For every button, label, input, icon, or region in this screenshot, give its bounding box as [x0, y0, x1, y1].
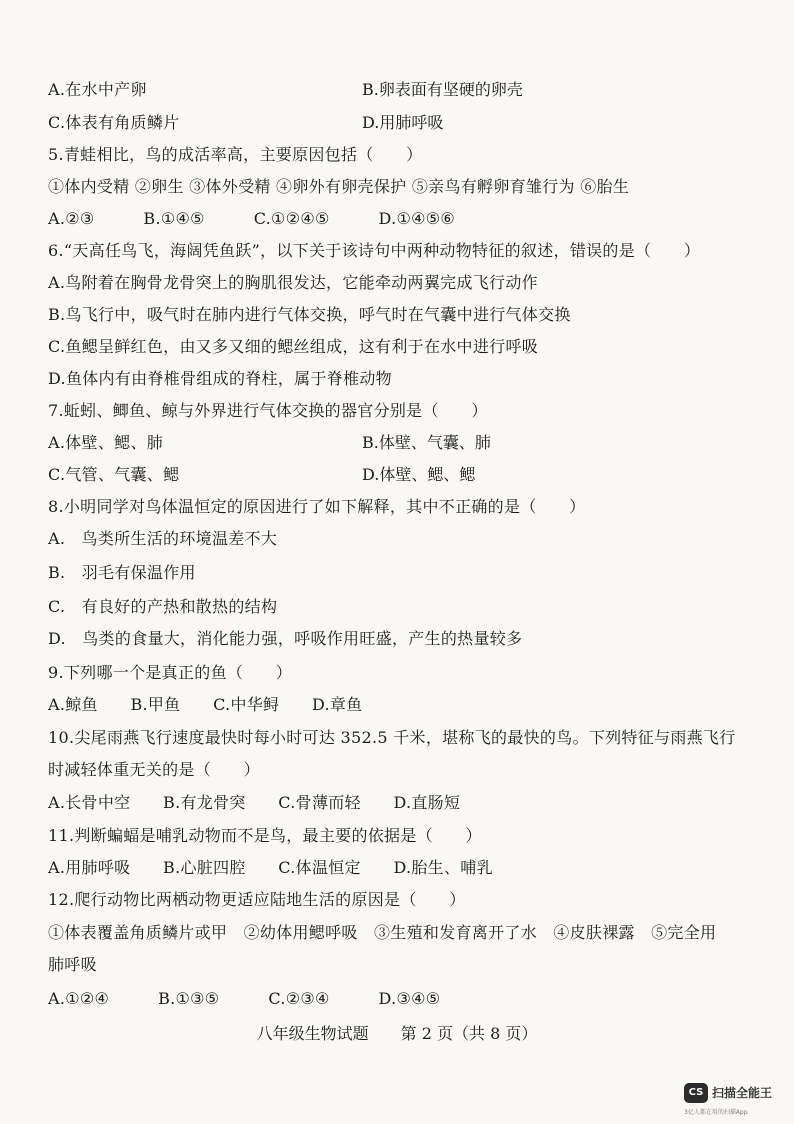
q4-option-a: A.在水中产卵 [48, 80, 147, 99]
q6-option-c: C.鱼鳃呈鲜红色，由又多又细的鳃丝组成，这有利于在水中进行呼吸 [48, 337, 539, 356]
q8-stem: 8.小明同学对鸟体温恒定的原因进行了如下解释，其中不正确的是（ ） [48, 497, 586, 516]
q12-stem: 12.爬行动物比两栖动物更适应陆地生活的原因是（ ） [48, 890, 466, 909]
q7-option-a: A.体壁、鳃、肺 [48, 433, 164, 452]
q11-stem: 11.判断蝙蝠是哺乳动物而不是鸟，最主要的依据是（ ） [48, 826, 482, 845]
scanner-logo-icon: CS [684, 1083, 708, 1103]
q6-stem: 6.“天高任鸟飞，海阔凭鱼跃”，以下关于该诗句中两种动物特征的叙述，错误的是（ ） [48, 241, 701, 260]
q12-options: A.①②④ B.①③⑤ C.②③④ D.③④⑤ [48, 989, 441, 1008]
q5-stem: 5.青蛙相比，鸟的成活率高，主要原因包括（ ） [48, 145, 423, 164]
q7-stem: 7.蚯蚓、鲫鱼、鲸与外界进行气体交换的器官分别是（ ） [48, 401, 488, 420]
q7-option-c: C.气管、气囊、鳃 [48, 465, 180, 484]
q8-option-c: C. 有良好的产热和散热的结构 [48, 597, 278, 616]
q6-option-b: B.鸟飞行中，吸气时在肺内进行气体交换，呼气时在气囊中进行气体交换 [48, 305, 571, 324]
q11-options: A.用肺呼吸 B.心脏四腔 C.体温恒定 D.胎生、哺乳 [48, 858, 493, 877]
q9-stem: 9.下列哪一个是真正的鱼（ ） [48, 663, 293, 682]
scanner-tagline: 3亿人都在用的扫描App [684, 1109, 748, 1116]
scanner-watermark [684, 1083, 790, 1119]
q10-stem: 10.尖尾雨燕飞行速度最快时每小时可达 352.5 千米，堪称飞的最快的鸟。下列特征与雨燕飞行 [48, 728, 736, 747]
q10-stem-cont: 时减轻体重无关的是（ ） [48, 760, 260, 779]
page-footer: 八年级生物试题 第 2 页（共 8 页） [256, 1024, 538, 1043]
q4-option-b: B.卵表面有坚硬的卵壳 [362, 80, 523, 99]
q5-items: ①体内受精 ②卵生 ③体外受精 ④卵外有卵壳保护 ⑤亲鸟有孵卵育雏行为 ⑥胎生 [48, 177, 630, 196]
q10-options: A.长骨中空 B.有龙骨突 C.骨薄而轻 D.直肠短 [48, 793, 461, 812]
q12-items: ①体表覆盖角质鳞片或甲 ②幼体用鳃呼吸 ③生殖和发育离开了水 ④皮肤裸露 ⑤完全用 [48, 923, 717, 942]
q5-options: A.②③ B.①④⑤ C.①②④⑤ D.①④⑤⑥ [48, 209, 456, 228]
q12-items-cont: 肺呼吸 [48, 955, 97, 974]
q8-option-b: B. 羽毛有保温作用 [48, 563, 196, 582]
q6-option-a: A.鸟附着在胸骨龙骨突上的胸肌很发达，它能牵动两翼完成飞行动作 [48, 273, 538, 292]
q6-option-d: D.鱼体内有由脊椎骨组成的脊柱，属于脊椎动物 [48, 369, 392, 388]
q7-option-d: D.体壁、鳃、鳃 [362, 465, 476, 484]
q4-option-c: C.体表有角质鳞片 [48, 113, 180, 132]
scanner-app-name: 扫描全能王 [712, 1086, 773, 1100]
q9-options: A.鲸鱼 B.甲鱼 C.中华鲟 D.章鱼 [48, 695, 363, 714]
q4-option-d: D.用肺呼吸 [362, 113, 444, 132]
q8-option-a: A. 鸟类所生活的环境温差不大 [48, 529, 278, 548]
q7-option-b: B.体壁、气囊、肺 [362, 433, 491, 452]
q8-option-d: D. 鸟类的食量大，消化能力强，呼吸作用旺盛，产生的热量较多 [48, 629, 523, 648]
